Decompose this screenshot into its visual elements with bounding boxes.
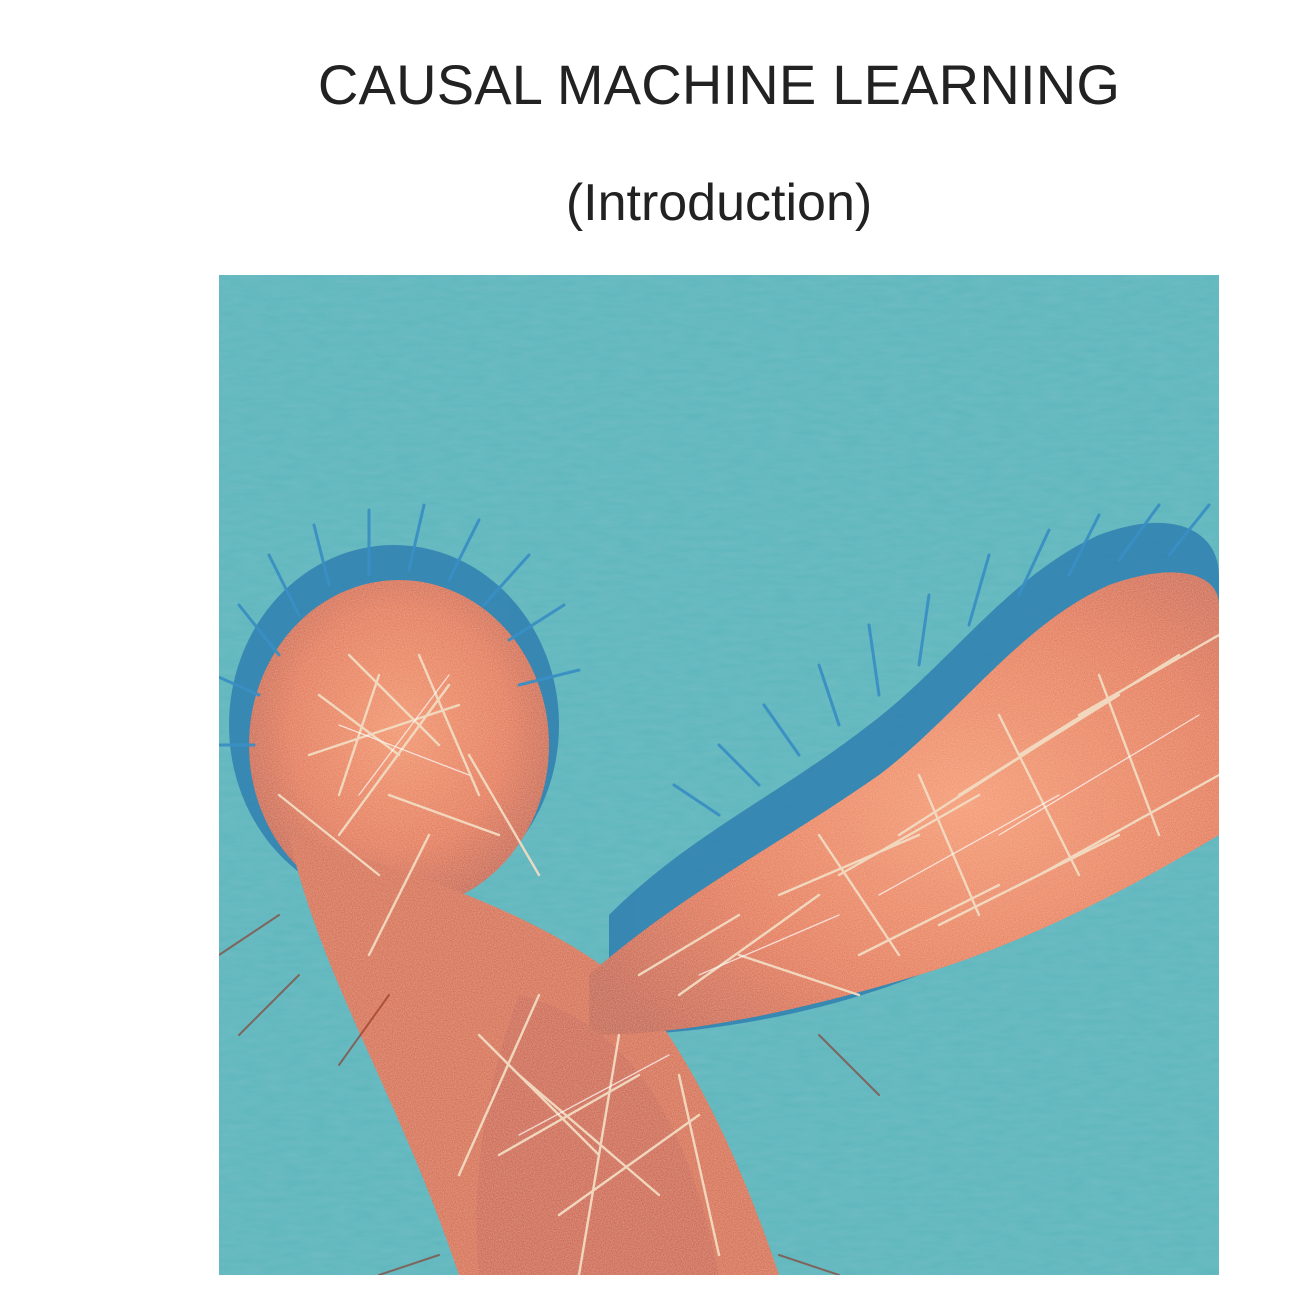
- page-subtitle: (Introduction): [565, 174, 873, 232]
- cover-image: [219, 275, 1219, 1275]
- page-title: CAUSAL MACHINE LEARNING: [317, 53, 1121, 116]
- cactus-illustration: [219, 275, 1219, 1275]
